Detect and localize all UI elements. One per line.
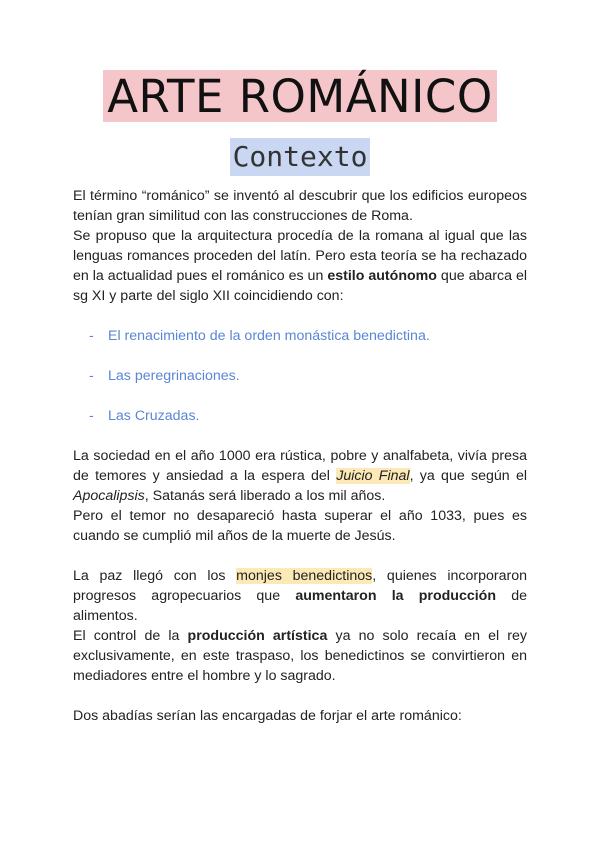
highlight-monjes-benedictinos: monjes benedictinos	[236, 568, 373, 584]
subtitle-container	[0, 138, 600, 176]
paragraph-2	[73, 226, 527, 306]
paragraph-2-text-c: que abarca el sg XI y parte del siglo XII coincidiendo con:	[73, 268, 527, 304]
paragraph-3-text-c: , ya que según el	[409, 468, 527, 484]
paragraph-1: El término “románico” se inventó al descubrir que los edificios europeos tenían gran similitud con las construcciones de Roma.	[73, 188, 527, 224]
document-body	[73, 186, 527, 726]
bullet-list	[73, 326, 527, 426]
bold-aumentaron-produccion: aumentaron la producción	[295, 588, 497, 604]
section-heading: Contexto	[230, 138, 371, 176]
paragraph-3-text-e: , Satanás será liberado a los mil años.	[144, 488, 386, 504]
italic-apocalipsis: Apocalipsis	[73, 488, 145, 504]
paragraph-2-text-a: Se propuso que la arquitectura procedía de la romana al igual que las lenguas romances proceden del latín. Pero esta teoría se ha rechazado en la actualidad pues el románico es un	[73, 228, 527, 284]
paragraph-6-text-c: ya no solo recaía en el rey exclusivamente, en este traspaso, los benedictinos se convirtieron en mediadores entre el hombre y lo sagrado.	[73, 628, 527, 684]
bullet-dash: -	[89, 328, 94, 344]
paragraph-5-text-a: La paz llegó con los	[73, 568, 237, 584]
bold-estilo-autonomo: estilo autónomo	[327, 268, 437, 284]
paragraph-5-text-e: de alimentos.	[73, 588, 528, 624]
list-item	[73, 366, 527, 386]
paragraph-3-text-a: La sociedad en el año 1000 era rústica, pobre y analfabeta, vivía presa de temores y ansiedad a la espera del	[73, 448, 527, 484]
paragraph-7: Dos abadías serían las encargadas de forjar el arte románico:	[73, 708, 462, 724]
bold-produccion-artistica: producción artística	[187, 628, 328, 644]
list-item-text: Las peregrinaciones.	[108, 368, 240, 384]
title-container	[0, 70, 600, 122]
list-item-text: Las Cruzadas.	[108, 408, 200, 424]
paragraph-4: Pero el temor no desapareció hasta superar el año 1033, pues es cuando se cumplió mil años de la muerte de Jesús.	[73, 508, 527, 544]
highlight-juicio-final: Juicio Final	[336, 468, 410, 484]
paragraph-3	[73, 446, 527, 506]
paragraph-6-text-a: El control de la	[73, 628, 188, 644]
paragraph-6	[73, 626, 527, 686]
list-item-text: El renacimiento de la orden monástica benedictina.	[108, 328, 430, 344]
paragraph-5-text-c: , quienes incorporaron progresos agropecuarios que	[73, 568, 527, 604]
bullet-dash: -	[89, 368, 94, 384]
bullet-dash: -	[89, 408, 94, 424]
list-item	[73, 406, 527, 426]
list-item	[73, 326, 527, 346]
paragraph-5	[73, 566, 527, 626]
page-title: ARTE ROMÁNICO	[103, 70, 497, 122]
